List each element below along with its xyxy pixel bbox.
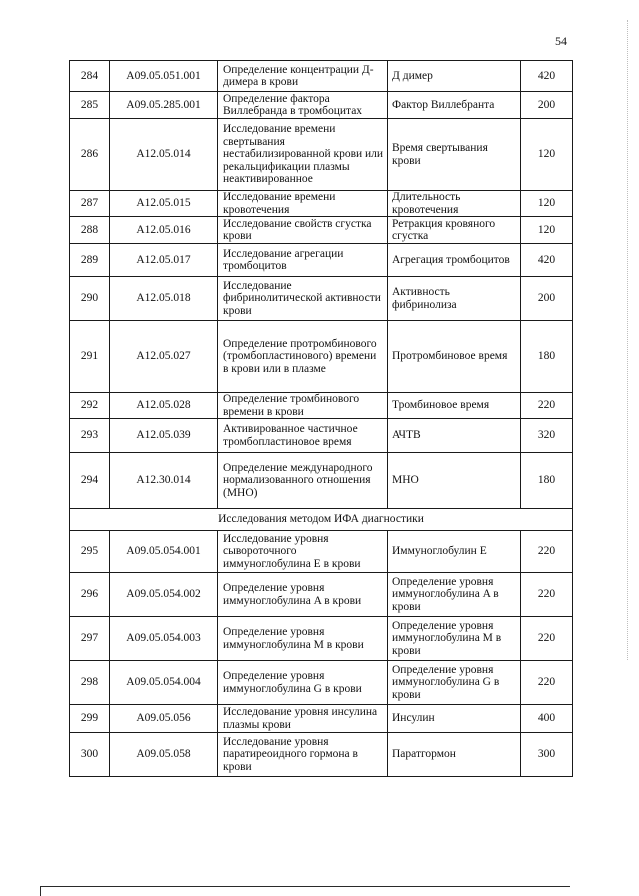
service-price: 200: [521, 92, 573, 119]
row-number: 289: [70, 244, 110, 277]
table-row: [70, 419, 573, 453]
service-code: A12.05.017: [110, 244, 218, 277]
service-short-name: Определение уровня иммуноглобулина A в крови: [388, 573, 521, 617]
row-number: 299: [70, 705, 110, 733]
table-row: [70, 617, 573, 661]
service-short-name: МНО: [388, 453, 521, 509]
table-row: [70, 191, 573, 217]
footer-tick: [40, 886, 41, 896]
service-price: 220: [521, 573, 573, 617]
service-description: Определение международного нормализованного отношения (МНО): [218, 453, 388, 509]
row-number: 286: [70, 119, 110, 191]
table-row: [70, 61, 573, 92]
service-description: Определение фактора Виллебранда в тромбоцитах: [218, 92, 388, 119]
service-price: 320: [521, 419, 573, 453]
service-description: Исследование уровня паратиреоидного гормона в крови: [218, 733, 388, 777]
service-price: 120: [521, 119, 573, 191]
table-row: [70, 661, 573, 705]
row-number: 287: [70, 191, 110, 217]
service-description: Исследование уровня сывороточного иммуноглобулина E в крови: [218, 531, 388, 573]
table-row: [70, 393, 573, 419]
table-row: [70, 277, 573, 321]
service-description: Определение уровня иммуноглобулина A в крови: [218, 573, 388, 617]
table-row: [70, 705, 573, 733]
row-number: 285: [70, 92, 110, 119]
table-body-coagulation: [70, 61, 573, 509]
service-price: 400: [521, 705, 573, 733]
service-short-name: Агрегация тромбоцитов: [388, 244, 521, 277]
table-row: [70, 119, 573, 191]
service-code: A12.05.027: [110, 321, 218, 393]
service-short-name: Время свертывания крови: [388, 119, 521, 191]
service-code: A09.05.056: [110, 705, 218, 733]
service-price: 220: [521, 531, 573, 573]
footer-rule: [40, 886, 570, 887]
service-short-name: Длительность кровотечения: [388, 191, 521, 217]
section-row: [70, 509, 573, 531]
service-description: Исследование фибринолитической активности крови: [218, 277, 388, 321]
service-code: A09.05.058: [110, 733, 218, 777]
row-number: 295: [70, 531, 110, 573]
table-row: [70, 244, 573, 277]
row-number: 293: [70, 419, 110, 453]
service-short-name: Ретракция кровяного сгустка: [388, 217, 521, 244]
table-row: [70, 92, 573, 119]
service-price: 200: [521, 277, 573, 321]
row-number: 288: [70, 217, 110, 244]
service-price: 180: [521, 321, 573, 393]
table-row: [70, 573, 573, 617]
table-row: [70, 531, 573, 573]
service-code: A12.05.018: [110, 277, 218, 321]
service-code: A09.05.285.001: [110, 92, 218, 119]
service-code: A12.05.039: [110, 419, 218, 453]
page-edge-dots: [627, 20, 628, 660]
service-description: Активированное частичное тромбопластиновое время: [218, 419, 388, 453]
service-short-name: Определение уровня иммуноглобулина G в крови: [388, 661, 521, 705]
service-short-name: АЧТВ: [388, 419, 521, 453]
service-description: Определение тромбинового времени в крови: [218, 393, 388, 419]
service-code: A12.05.028: [110, 393, 218, 419]
service-short-name: Иммуноглобулин E: [388, 531, 521, 573]
row-number: 298: [70, 661, 110, 705]
service-short-name: Активность фибринолиза: [388, 277, 521, 321]
table-row: [70, 453, 573, 509]
service-short-name: Инсулин: [388, 705, 521, 733]
service-description: Исследование свойств сгустка крови: [218, 217, 388, 244]
row-number: 296: [70, 573, 110, 617]
service-price: 220: [521, 617, 573, 661]
service-price: 220: [521, 661, 573, 705]
service-description: Исследование агрегации тромбоцитов: [218, 244, 388, 277]
service-price: 180: [521, 453, 573, 509]
service-code: A09.05.054.001: [110, 531, 218, 573]
service-price: 120: [521, 217, 573, 244]
row-number: 300: [70, 733, 110, 777]
row-number: 291: [70, 321, 110, 393]
service-description: Определение уровня иммуноглобулина M в крови: [218, 617, 388, 661]
service-short-name: Д димер: [388, 61, 521, 92]
service-description: Определение уровня иммуноглобулина G в крови: [218, 661, 388, 705]
service-code: A09.05.054.003: [110, 617, 218, 661]
table-body-ifa: [70, 531, 573, 777]
service-description: Определение протромбинового (тромбопластинового) времени в крови или в плазме: [218, 321, 388, 393]
service-price: 220: [521, 393, 573, 419]
service-code: A09.05.051.001: [110, 61, 218, 92]
service-code: A12.05.015: [110, 191, 218, 217]
table-row: [70, 321, 573, 393]
price-table: [69, 60, 573, 777]
service-price: 120: [521, 191, 573, 217]
service-code: A12.05.016: [110, 217, 218, 244]
service-price: 420: [521, 244, 573, 277]
service-short-name: Паратгормон: [388, 733, 521, 777]
service-short-name: Определение уровня иммуноглобулина M в крови: [388, 617, 521, 661]
table-row: [70, 217, 573, 244]
service-description: Определение концентрации Д-димера в крови: [218, 61, 388, 92]
section-title: Исследования методом ИФА диагностики: [70, 509, 573, 531]
row-number: 294: [70, 453, 110, 509]
service-description: Исследование времени свертывания нестабилизированной крови или рекальцификации плазмы неактивированное: [218, 119, 388, 191]
row-number: 297: [70, 617, 110, 661]
row-number: 284: [70, 61, 110, 92]
service-code: A09.05.054.002: [110, 573, 218, 617]
service-short-name: Протромбиновое время: [388, 321, 521, 393]
table-row: [70, 733, 573, 777]
service-code: A12.30.014: [110, 453, 218, 509]
service-short-name: Тромбиновое время: [388, 393, 521, 419]
row-number: 290: [70, 277, 110, 321]
service-code: A12.05.014: [110, 119, 218, 191]
service-description: Исследование уровня инсулина плазмы крови: [218, 705, 388, 733]
page-number: 54: [555, 34, 567, 48]
service-price: 300: [521, 733, 573, 777]
service-short-name: Фактор Виллебранта: [388, 92, 521, 119]
row-number: 292: [70, 393, 110, 419]
service-description: Исследование времени кровотечения: [218, 191, 388, 217]
service-price: 420: [521, 61, 573, 92]
service-code: A09.05.054.004: [110, 661, 218, 705]
